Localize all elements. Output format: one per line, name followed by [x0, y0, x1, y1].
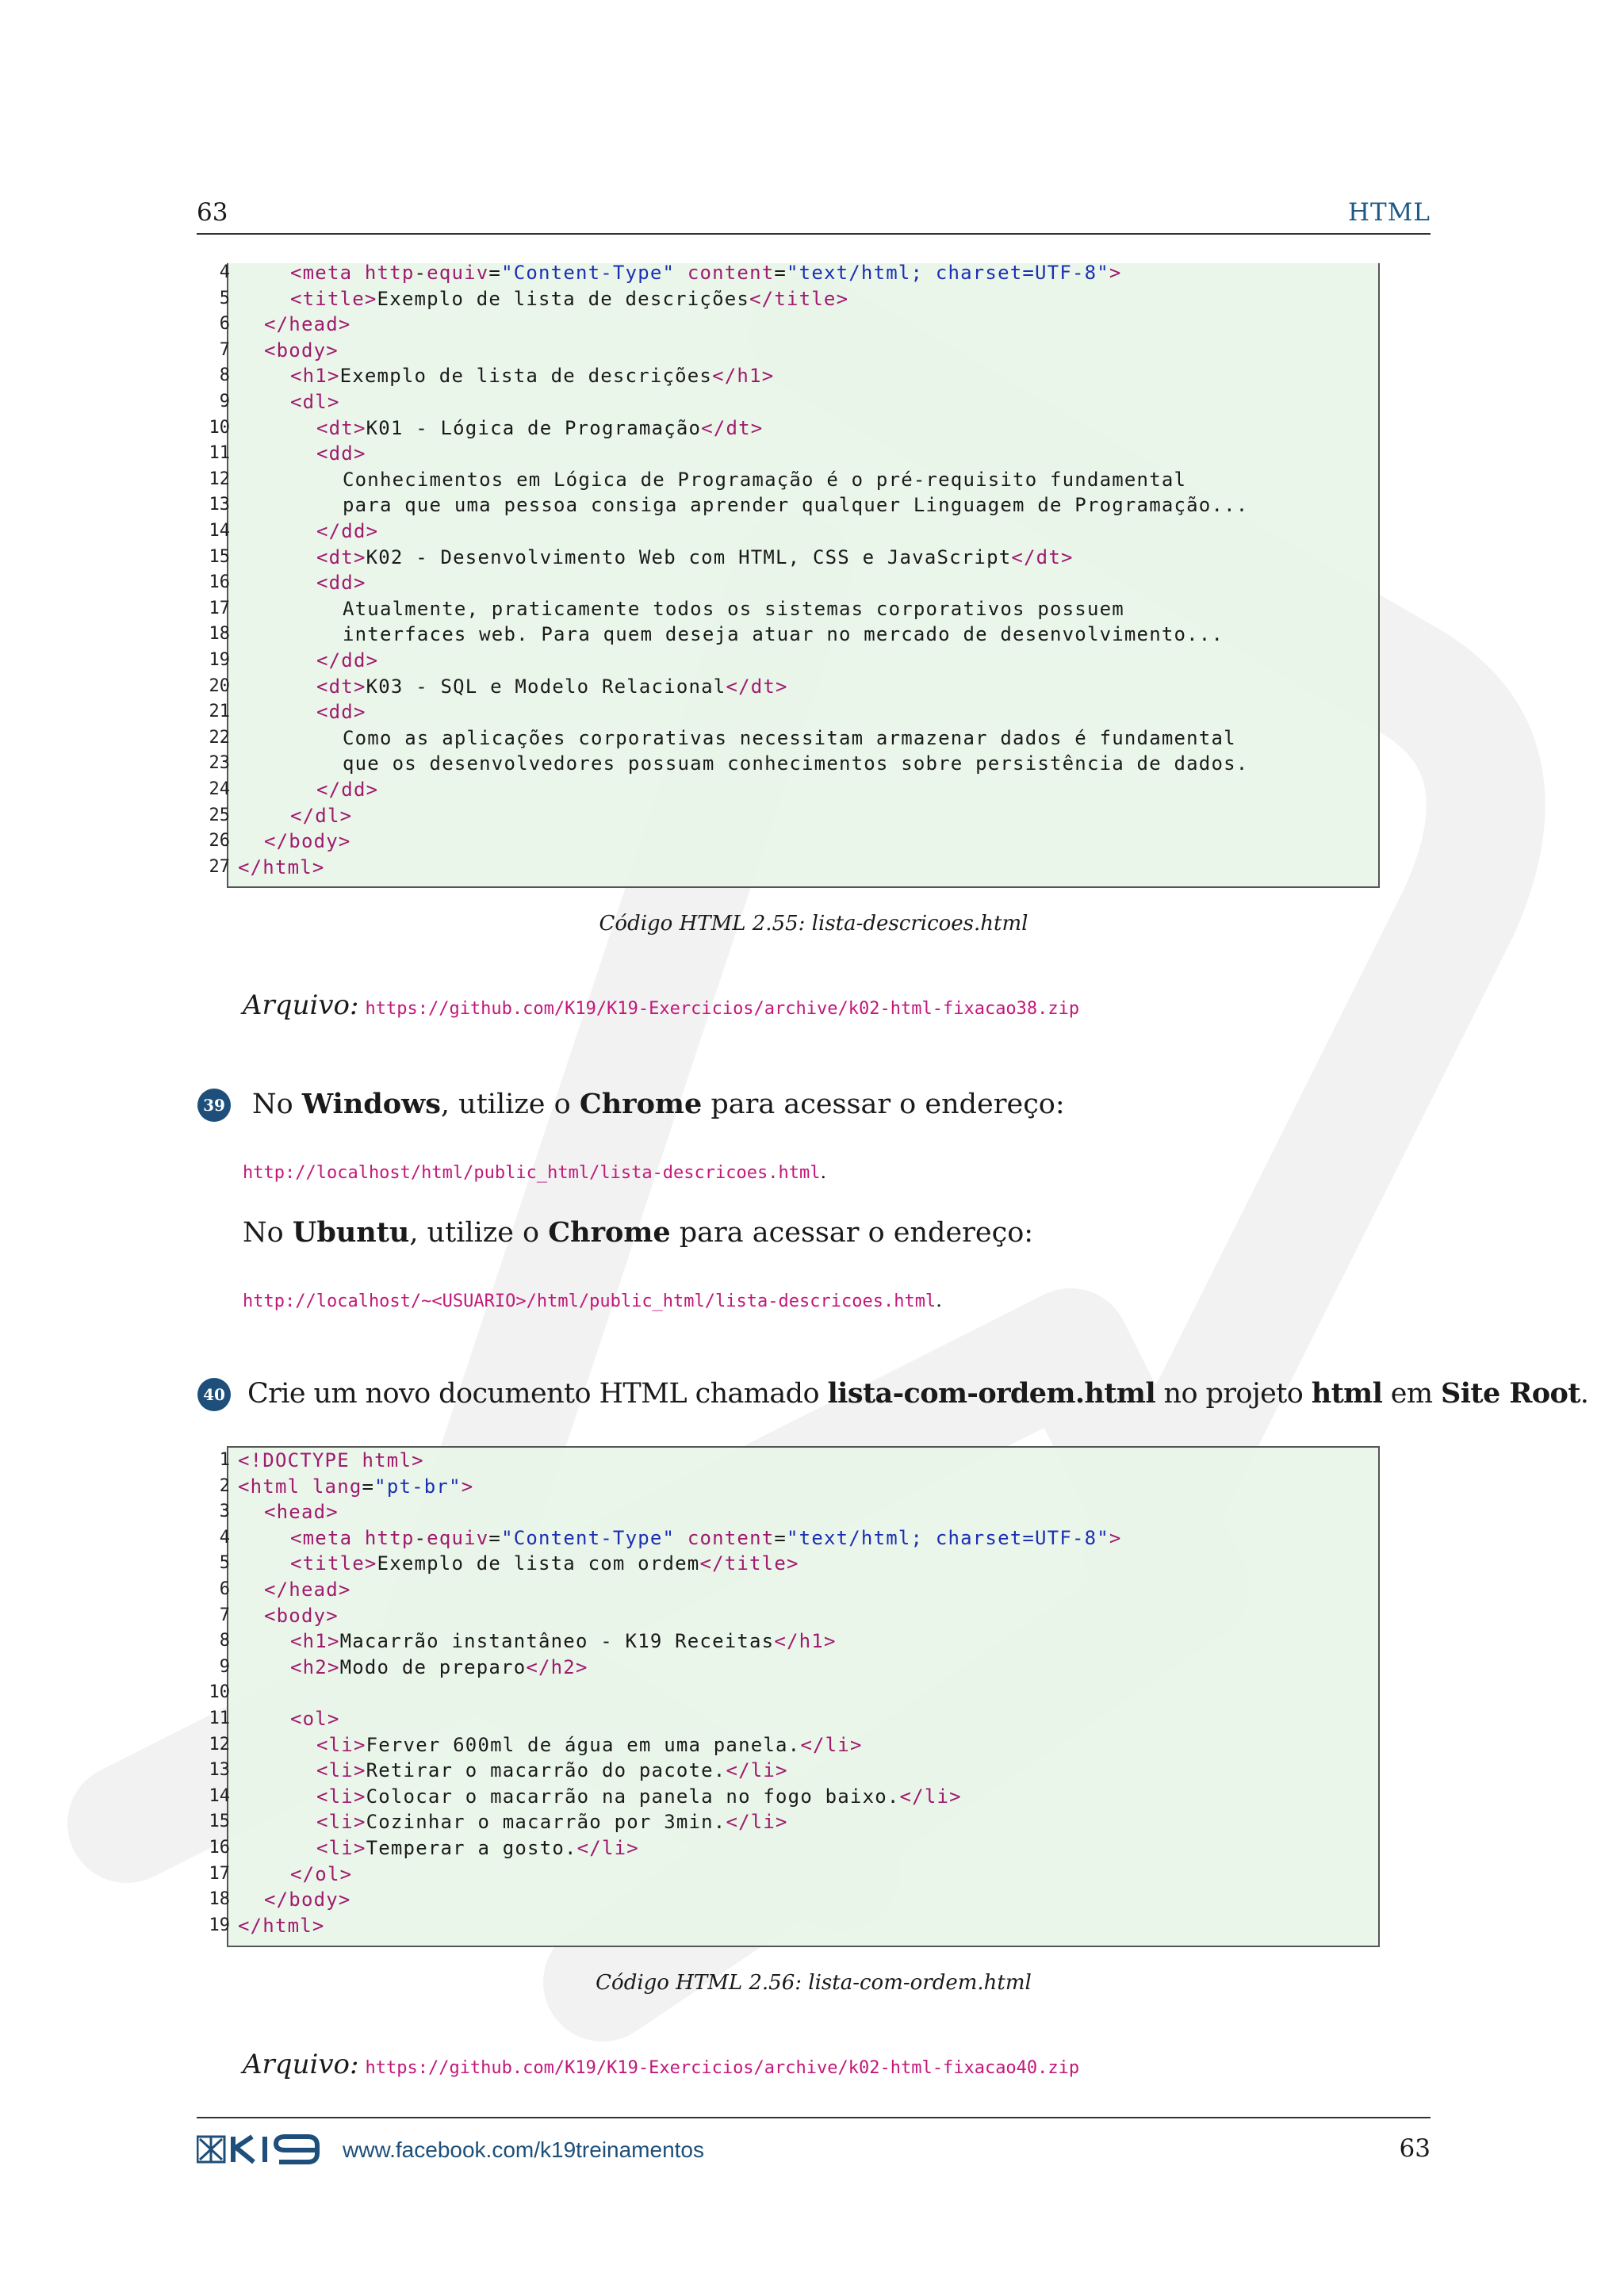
code-text: <html lang="pt-br">: [238, 1475, 474, 1498]
os-name-ubuntu: Ubuntu: [292, 1216, 410, 1249]
footer-page-number: 63: [1399, 2134, 1431, 2163]
code-text: interfaces web. Para quem deseja atuar no mercado de desenvolvimento...: [343, 623, 1224, 646]
code-text: <body>: [264, 339, 339, 362]
line-number: 6: [219, 1579, 230, 1599]
code-text: </ol>: [290, 1862, 353, 1885]
project-name: html: [1311, 1377, 1383, 1410]
code-text: <dt>K01 - Lógica de Programação</dt>: [316, 416, 764, 439]
arquivo-line-40: [243, 2049, 1079, 2080]
code-text: <li>Colocar o macarrão na panela no fogo baixo.</li>: [316, 1785, 962, 1808]
period: .: [936, 1289, 942, 1311]
line-number: 5: [219, 1553, 230, 1574]
text-fragment: No: [252, 1089, 302, 1120]
text-fragment: , utilize o: [440, 1089, 580, 1120]
code-text: </dd>: [316, 649, 379, 672]
step39-windows-text: [252, 1088, 1065, 1120]
line-number: 18: [209, 1889, 230, 1910]
step39-ubuntu-text: [243, 1216, 1033, 1249]
code-listing-com-ordem: [227, 1446, 1380, 1947]
k19-logo-icon: [197, 2134, 320, 2164]
exercise-badge-40: 40: [197, 1378, 231, 1411]
line-number: 9: [219, 1656, 230, 1677]
code-text: </dl>: [290, 804, 353, 827]
line-number: 6: [219, 314, 230, 335]
code-text: que os desenvolvedores possuam conhecimentos sobre persistência de dados.: [343, 752, 1249, 775]
windows-url-link[interactable]: http://localhost/html/public_html/lista-descricoes.html: [243, 1163, 821, 1183]
line-number: 14: [209, 1785, 230, 1806]
header-chapter-title: HTML: [1347, 198, 1431, 227]
line-number: 10: [209, 1682, 230, 1703]
text-fragment: Crie um novo documento HTML chamado: [247, 1378, 828, 1410]
code-text: <h1>Exemplo de lista de descrições</h1>: [290, 365, 775, 388]
arquivo-label: Arquivo:: [243, 2049, 359, 2080]
line-number: 17: [209, 598, 230, 618]
code-text: Conhecimentos em Lógica de Programação é o pré-requisito fundamental: [343, 468, 1187, 491]
line-number: 3: [219, 1502, 230, 1522]
code-text: <meta http-equiv="Content-Type" content="text/html; charset=UTF-8">: [290, 1526, 1122, 1549]
arquivo-line-38: [243, 989, 1079, 1021]
code-text: <li>Temperar a gosto.</li>: [316, 1837, 639, 1859]
line-number: 13: [209, 1760, 230, 1781]
line-number: 24: [209, 779, 230, 799]
code-text: </dd>: [316, 779, 379, 801]
code-text: Atualmente, praticamente todos os sistemas corporativos possuem: [343, 597, 1124, 620]
line-number: 12: [209, 1734, 230, 1755]
os-name-windows: Windows: [301, 1088, 441, 1120]
code-text: <li>Ferver 600ml de água em uma panela.</li>: [316, 1733, 863, 1756]
text-fragment: .: [1580, 1378, 1589, 1410]
code-text: <dt>K03 - SQL e Modelo Relacional</dt>: [316, 675, 788, 698]
arquivo-link-38[interactable]: https://github.com/K19/K19-Exercicios/archive/k02-html-fixacao38.zip: [365, 999, 1080, 1019]
footer-site-link[interactable]: www.facebook.com/k19treinamentos: [343, 2137, 704, 2162]
text-fragment: para acessar o endereço:: [670, 1217, 1034, 1249]
line-number: 4: [219, 1527, 230, 1548]
line-number: 15: [209, 546, 230, 567]
line-number: 8: [219, 365, 230, 386]
line-number: 11: [209, 1709, 230, 1728]
code-text: <h1>Macarrão instantâneo - K19 Receitas</h1>: [290, 1630, 837, 1653]
browser-name: Chrome: [548, 1216, 671, 1249]
line-number: 4: [219, 262, 230, 282]
code-text: <meta http-equiv="Content-Type" content="text/html; charset=UTF-8">: [290, 262, 1122, 284]
ubuntu-url-line: [243, 1289, 942, 1311]
code-text: <ol>: [290, 1708, 340, 1730]
code-text: <body>: [264, 1604, 339, 1627]
line-number: 22: [209, 727, 230, 748]
code-listing-descricoes: [227, 263, 1380, 888]
period: .: [820, 1161, 827, 1183]
page-header: [197, 197, 1431, 235]
text-fragment: , utilize o: [409, 1217, 549, 1249]
line-number: 25: [209, 805, 230, 825]
text-fragment: em: [1382, 1378, 1442, 1410]
code-text: <dt>K02 - Desenvolvimento Web com HTML, CSS e JavaScript</dt>: [316, 545, 1074, 568]
header-page-number: 63: [197, 198, 228, 227]
line-number: 15: [209, 1812, 230, 1832]
line-number: 11: [209, 443, 230, 464]
line-number: 2: [219, 1475, 230, 1496]
code-text: </html>: [238, 1914, 325, 1937]
line-number: 7: [219, 1605, 230, 1625]
browser-name: Chrome: [579, 1088, 703, 1120]
line-number: 1: [219, 1450, 230, 1470]
line-number: 27: [209, 856, 230, 877]
line-number: 23: [209, 753, 230, 774]
line-number: 8: [219, 1631, 230, 1651]
arquivo-label: Arquivo:: [243, 989, 359, 1021]
code-text: <dl>: [290, 391, 340, 413]
file-name: lista-com-ordem.html: [827, 1377, 1156, 1410]
text-fragment: para acessar o endereço:: [702, 1089, 1065, 1120]
line-number: 13: [209, 495, 230, 515]
step40-text: [247, 1377, 1588, 1410]
code-text: <li>Cozinhar o macarrão por 3min.</li>: [316, 1811, 788, 1834]
code-text: </html>: [238, 855, 325, 878]
line-number: 17: [209, 1863, 230, 1884]
site-root-name: Site Root: [1441, 1377, 1580, 1410]
line-number: 18: [209, 624, 230, 645]
code-text: para que uma pessoa consiga aprender qualquer Linguagem de Programação...: [343, 494, 1249, 517]
code-text: <dd>: [316, 442, 366, 465]
code-text: </head>: [264, 313, 351, 336]
line-number: 26: [209, 831, 230, 851]
code-text: <title>Exemplo de lista de descrições</title>: [290, 287, 849, 310]
line-number: 12: [209, 469, 230, 489]
code-caption-com-ordem: Código HTML 2.56: lista-com-ordem.html: [596, 1971, 1032, 1995]
line-number: 16: [209, 1838, 230, 1858]
code-text: <head>: [264, 1501, 339, 1524]
arquivo-link-40[interactable]: https://github.com/K19/K19-Exercicios/archive/k02-html-fixacao40.zip: [365, 2058, 1080, 2078]
line-number: 21: [209, 702, 230, 722]
page-footer: [197, 2117, 1431, 2163]
text-fragment: No: [243, 1217, 293, 1249]
line-number: 7: [219, 339, 230, 360]
line-number: 19: [209, 650, 230, 670]
line-number: 5: [219, 288, 230, 308]
code-text: <title>Exemplo de lista com ordem</title>: [290, 1552, 799, 1575]
text-fragment: no projeto: [1155, 1378, 1312, 1410]
code-text: </head>: [264, 1578, 351, 1601]
line-number: 20: [209, 675, 230, 696]
line-number: 10: [209, 417, 230, 438]
code-text: <dd>: [316, 572, 366, 595]
code-text: <!DOCTYPE html>: [238, 1449, 424, 1471]
code-text: <dd>: [316, 701, 366, 724]
code-text: </body>: [264, 1888, 351, 1911]
code-text: Como as aplicações corporativas necessitam armazenar dados é fundamental: [343, 726, 1236, 749]
line-number: 14: [209, 521, 230, 541]
code-text: <h2>Modo de preparo</h2>: [290, 1655, 588, 1678]
ubuntu-url-link[interactable]: http://localhost/~<USUARIO>/html/public_html/lista-descricoes.html: [243, 1292, 936, 1311]
windows-url-line: [243, 1161, 826, 1183]
code-caption-descricoes: Código HTML 2.55: lista-descricoes.html: [599, 912, 1028, 936]
line-number: 19: [209, 1915, 230, 1935]
line-number: 9: [219, 392, 230, 411]
exercise-badge-39: 39: [197, 1089, 231, 1122]
code-text: </dd>: [316, 520, 379, 542]
code-text: </body>: [264, 830, 351, 853]
code-text: <li>Retirar o macarrão do pacote.</li>: [316, 1759, 788, 1782]
line-number: 16: [209, 572, 230, 593]
